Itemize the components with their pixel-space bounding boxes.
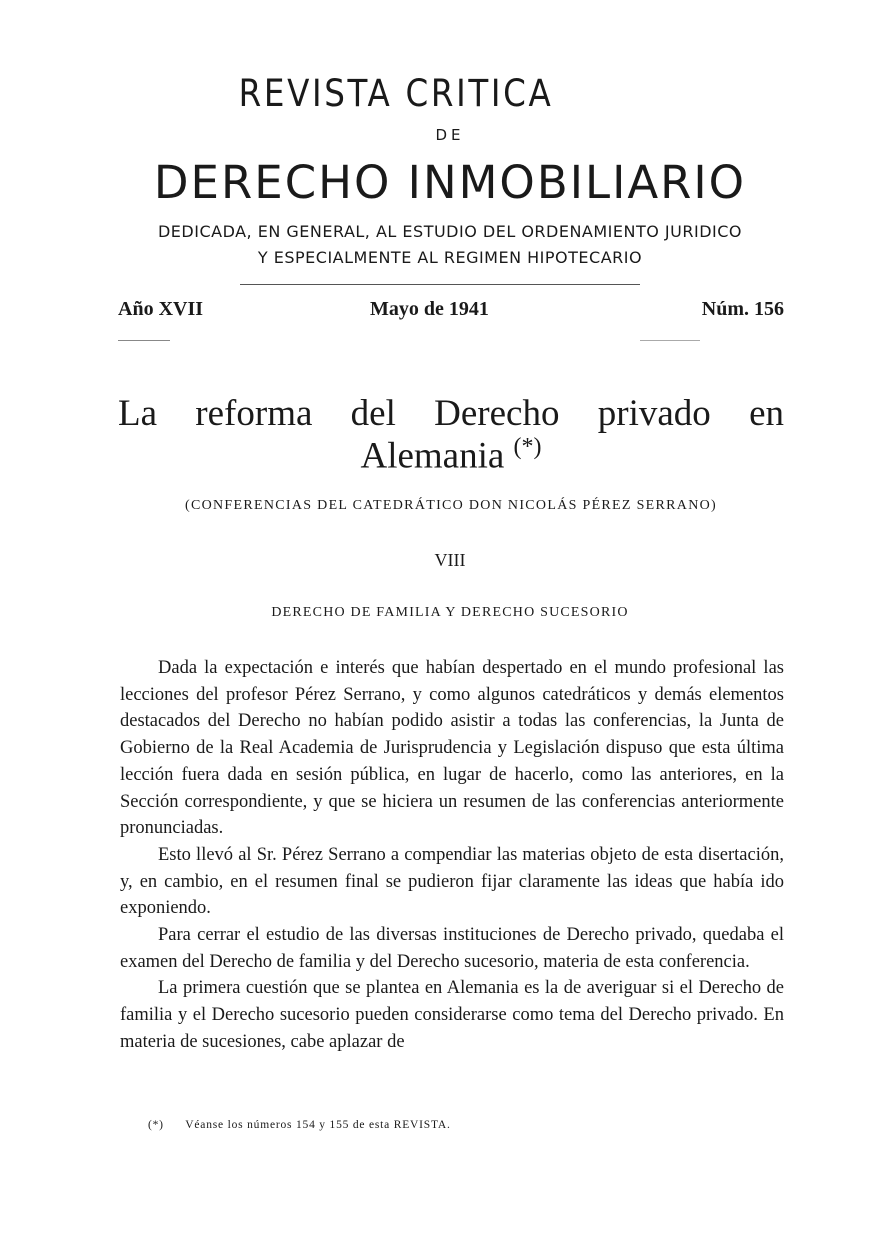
footnote [148,1119,451,1131]
article-body [120,655,784,1056]
footnote-text: Véanse los números 154 y 155 de esta REVISTA. [185,1119,451,1131]
article-title-word: Alemania [360,435,505,477]
part-number: VIII [434,550,466,570]
journal-title: REVISTA CRITICA [238,72,554,115]
issue-year: Año XVII [118,298,204,320]
journal-de: DE [435,126,465,144]
header-rule-top [240,284,640,285]
issue-number: Núm. 156 [701,298,784,320]
article-title-line1: La reforma del Derecho privado en [118,393,784,434]
header-rule-bottom-right [640,340,700,341]
paragraph: Esto llevó al Sr. Pérez Serrano a compendiar las materias objeto de esta disertación, y, en cambio, en el resumen final se pudieron fijar claramente las ideas que había ido exponiendo. [120,844,784,919]
paragraph: Para cerrar el estudio de las diversas instituciones de Derecho privado, quedaba el examen del Derecho de familia y del Derecho sucesorio, materia de esta conferencia. [120,925,784,972]
title-footnote-mark: (*) [513,434,542,460]
journal-name: DERECHO INMOBILIARIO [153,156,747,209]
journal-subtitle-line2: Y ESPECIALMENTE AL REGIMEN HIPOTECARIO [257,248,643,267]
paragraph: La primera cuestión que se plantea en Alemania es la de averiguar si el Derecho de familia y el Derecho sucesorio pueden considerarse como tema del Derecho privado. En materia de sucesiones, cabe aplazar de [120,978,784,1052]
header-rule-bottom-left [118,340,170,341]
lecture-info: (CONFERENCIAS DEL CATEDRÁTICO DON NICOLÁS PÉREZ SERRANO) [185,498,717,513]
paragraph: Dada la expectación e interés que habían despertado en el mundo profesional las lecciones del profesor Pérez Serrano, y como algunos catedráticos y demás elementos destacados del Derecho no habían podido asistir a todas las conferencias, la Junta de Gobierno de la Real Academia de Jurisprudencia y Legislación dispuso que esta última lección fuera dada en sesión pública, en lugar de hacerlo, como las anteriores, en la Sección correspondiente, y que se hiciera un resumen de las conferencias anteriormente pronunciadas. [120,658,784,839]
journal-subtitle-line1: DEDICADA, EN GENERAL, AL ESTUDIO DEL ORDENAMIENTO JURIDICO [157,222,742,241]
section-title: DERECHO DE FAMILIA Y DERECHO SUCESORIO [271,605,629,620]
footnote-mark: (*) [148,1119,164,1131]
article-title-line2 [118,434,784,477]
issue-date: Mayo de 1941 [370,298,489,320]
